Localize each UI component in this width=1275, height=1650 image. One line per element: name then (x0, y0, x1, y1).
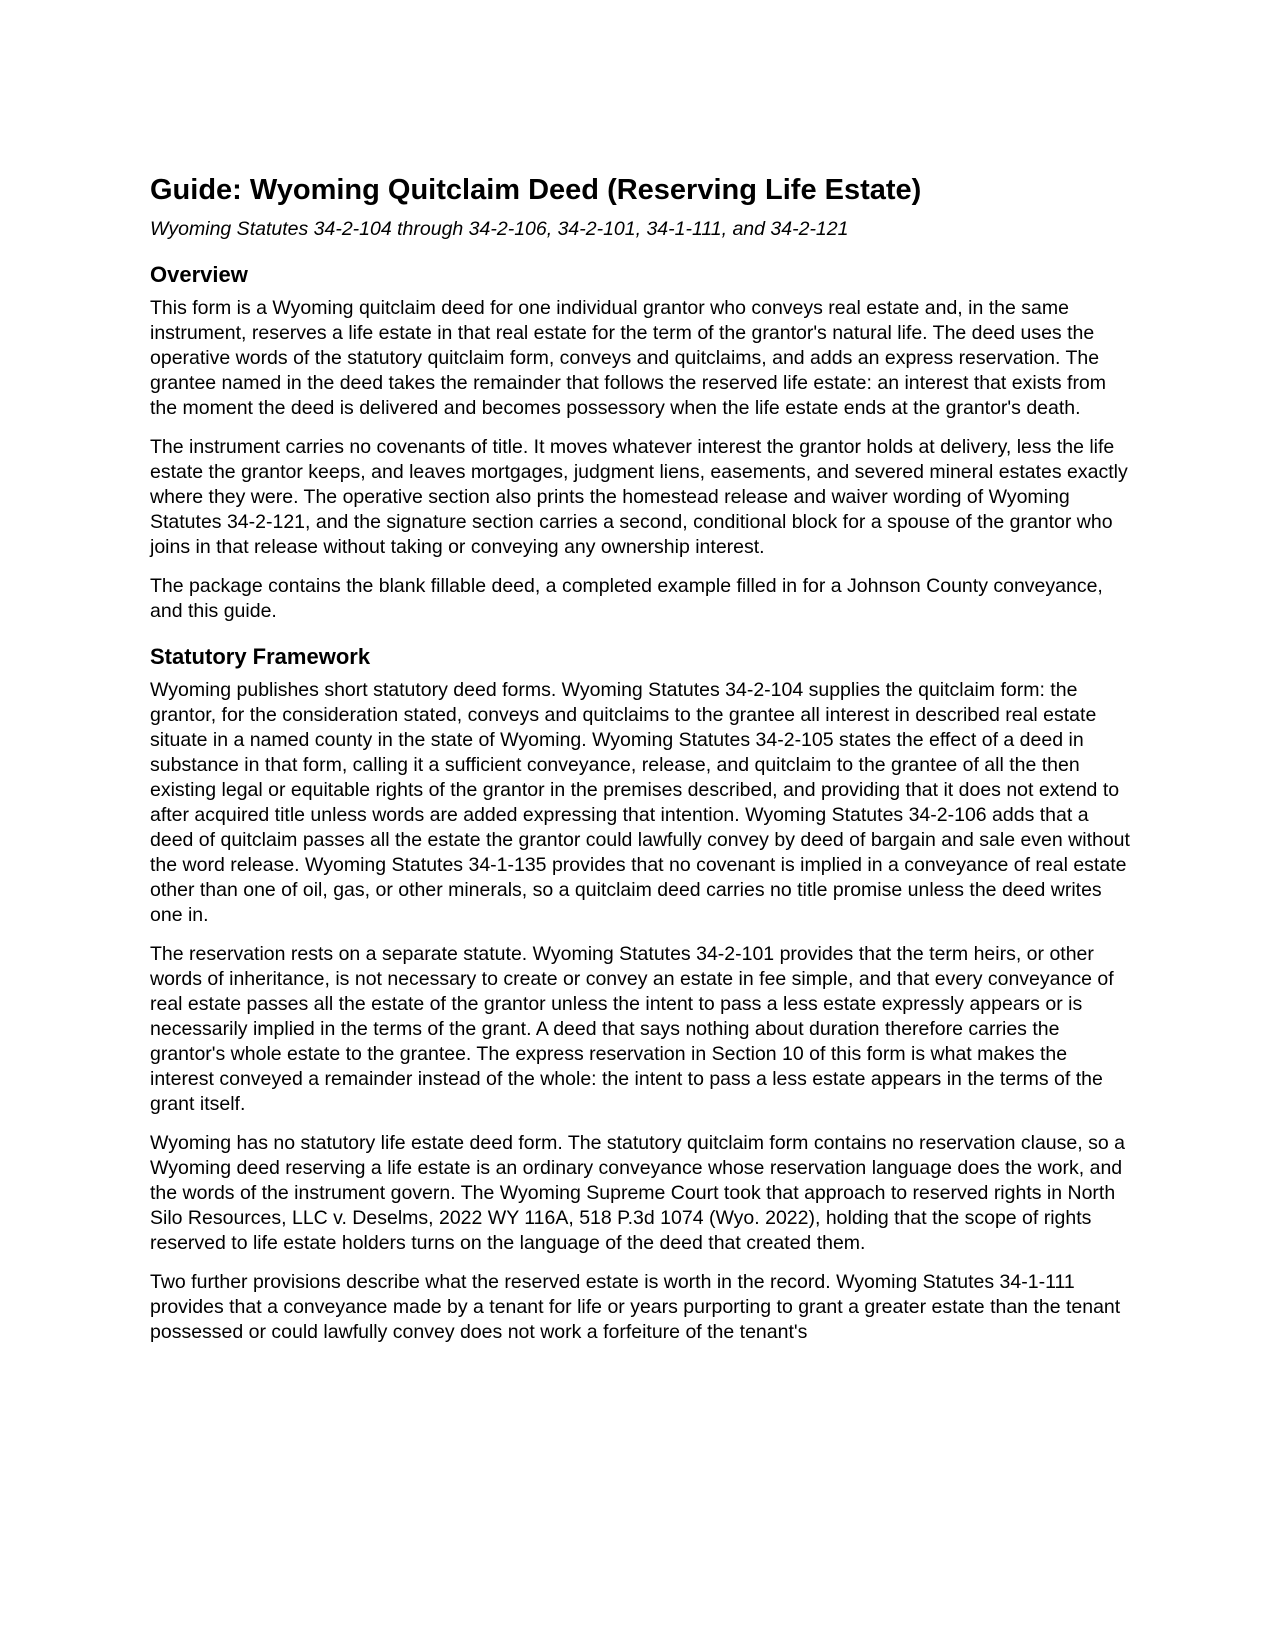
document-subtitle: Wyoming Statutes 34-2-104 through 34-2-106, 34-2-101, 34-1-111, and 34-2-121 (150, 218, 849, 240)
section-overview (150, 261, 1130, 624)
overview-paragraph-3: The package contains the blank fillable deed, a completed example filled in for a Johnson County conveyance, and this guide. (150, 575, 1103, 622)
section-heading-statutory-framework: Statutory Framework (150, 644, 371, 669)
framework-paragraph-1: Wyoming publishes short statutory deed forms. Wyoming Statutes 34-2-104 supplies the quitclaim form: the grantor, for the consideration stated, conveys and quitclaims to the grantee all interest in described real estate situate in a named county in the state of Wyoming. Wyoming Statutes 34-2-105 states the effect of a deed in substance in that form, calling it a sufficient conveyance, release, and quitclaim to the grantee of all the then existing legal or equitable rights of the grantor in the premises described, and providing that it does not extend to after acquired title unless words are added expressing that intention. Wyoming Statutes 34-2-106 adds that a deed of quitclaim passes all the estate the grantor could lawfully convey by deed of bargain and sale even without the word release. Wyoming Statutes 34-1-135 provides that no covenant is implied in a conveyance of real estate other than one of oil, gas, or other minerals, so a quitclaim deed carries no title promise unless the deed writes one in. (150, 679, 1130, 926)
document-page (150, 172, 1130, 1345)
section-heading-overview: Overview (150, 262, 248, 287)
framework-paragraph-3: Wyoming has no statutory life estate deed form. The statutory quitclaim form contains no reservation clause, so a Wyoming deed reserving a life estate is an ordinary conveyance whose reservation language does the work, and the words of the instrument govern. The Wyoming Supreme Court took that approach to reserved rights in North Silo Resources, LLC v. Deselms, 2022 WY 116A, 518 P.3d 1074 (Wyo. 2022), holding that the scope of rights reserved to life estate holders turns on the language of the deed that created them. (150, 1132, 1125, 1254)
overview-paragraph-2: The instrument carries no covenants of title. It moves whatever interest the grantor holds at delivery, less the life estate the grantor keeps, and leaves mortgages, judgment liens, easements, and severed mineral estates exactly where they were. The operative section also prints the homestead release and waiver wording of Wyoming Statutes 34-2-121, and the signature section carries a second, conditional block for a spouse of the grantor who joins in that release without taking or conveying any ownership interest. (150, 436, 1128, 558)
framework-paragraph-2: The reservation rests on a separate statute. Wyoming Statutes 34-2-101 provides that the term heirs, or other words of inheritance, is not necessary to create or convey an estate in fee simple, and that every conveyance of real estate passes all the estate of the grantor unless the intent to pass a less estate expressly appears or is necessarily implied in the terms of the grant. A deed that says nothing about duration therefore carries the grantor's whole estate to the grantee. The express reservation in Section 10 of this form is what makes the interest conveyed a remainder instead of the whole: the intent to pass a less estate appears in the terms of the grant itself. (150, 943, 1114, 1115)
framework-paragraph-4: Two further provisions describe what the reserved estate is worth in the record. Wyoming Statutes 34-1-111 provides that a conveyance made by a tenant for life or years purporting to grant a greater estate than the tenant possessed or could lawfully convey does not work a forfeiture of the tenant's (150, 1271, 1121, 1343)
section-statutory-framework (150, 643, 1130, 1345)
overview-paragraph-1: This form is a Wyoming quitclaim deed for one individual grantor who conveys real estate and, in the same instrument, reserves a life estate in that real estate for the term of the grantor's natural life. The deed uses the operative words of the statutory quitclaim form, conveys and quitclaims, and adds an express reservation. The grantee named in the deed takes the remainder that follows the reserved life estate: an interest that exists from the moment the deed is delivered and becomes possessory when the life estate ends at the grantor's death. (150, 297, 1107, 419)
document-title: Guide: Wyoming Quitclaim Deed (Reserving Life Estate) (150, 174, 922, 206)
